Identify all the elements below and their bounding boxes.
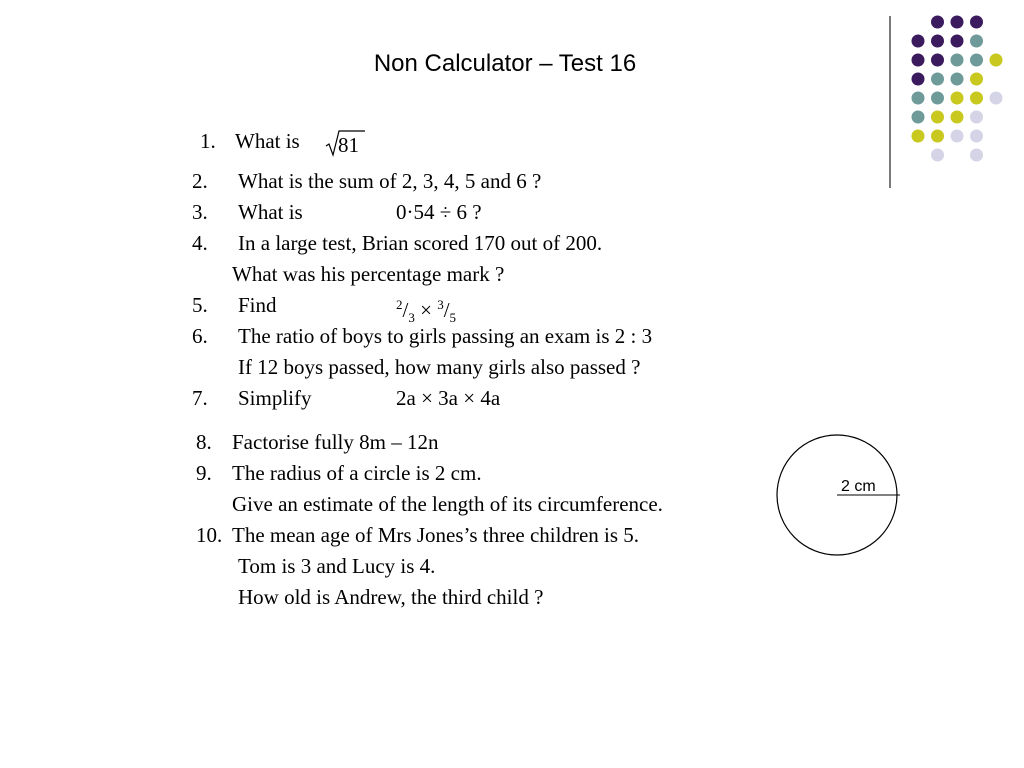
question-text-continued: Give an estimate of the length of its circumference.: [232, 492, 663, 516]
fraction-numerator: 3: [437, 297, 444, 312]
decorative-dot: [931, 130, 944, 143]
radius-label: 2 cm: [841, 478, 876, 495]
decorative-dot: [931, 149, 944, 162]
question-text-continued: How old is Andrew, the third child ?: [238, 585, 544, 609]
decorative-dot: [990, 54, 1003, 67]
question-text-continued: Tom is 3 and Lucy is 4.: [238, 554, 436, 578]
decorative-dot: [951, 130, 964, 143]
question-text: The radius of a circle is 2 cm.: [232, 461, 482, 485]
question-text: In a large test, Brian scored 170 out of 200.: [238, 231, 603, 255]
decorative-dot: [912, 73, 925, 86]
decorative-dot: [951, 92, 964, 105]
decorative-dot: [970, 111, 983, 124]
decorative-dot: [931, 92, 944, 105]
decorative-dot: [931, 111, 944, 124]
question-text-continued: What was his percentage mark ?: [232, 262, 505, 286]
question-text: What is: [238, 200, 303, 224]
decorative-dot: [951, 111, 964, 124]
decorative-dot: [951, 16, 964, 29]
decorative-dot: [951, 73, 964, 86]
decorative-dot: [970, 16, 983, 29]
decorative-dot: [970, 149, 983, 162]
question-8-number: 8.: [196, 430, 212, 454]
question-text: Find: [238, 293, 277, 317]
question-text: Factorise fully 8m – 12n: [232, 430, 439, 454]
decorative-dot: [912, 54, 925, 67]
question-expression: 2a × 3a × 4a: [396, 386, 501, 410]
question-number: 2.: [192, 169, 208, 193]
circle-diagram: [770, 430, 905, 560]
decorative-dot: [931, 16, 944, 29]
divider-line: [889, 16, 891, 188]
question-2: [192, 168, 208, 194]
question-expression: 0·54 ÷ 6 ?: [396, 200, 482, 224]
radicand: 81: [338, 133, 359, 157]
decorative-dot: [951, 54, 964, 67]
question-1: [200, 128, 300, 154]
decorative-dot: [970, 54, 983, 67]
decorative-dot: [970, 92, 983, 105]
question-number: 1.: [200, 129, 216, 153]
decorative-dot: [931, 35, 944, 48]
question-6-number: 6.: [192, 324, 208, 348]
decorative-dot: [912, 35, 925, 48]
question-3-number: 3.: [192, 200, 208, 224]
question-text: Simplify: [238, 386, 312, 410]
decorative-dot: [912, 130, 925, 143]
decorative-dot: [951, 35, 964, 48]
question-text: The mean age of Mrs Jones’s three children is 5.: [232, 523, 640, 547]
question-5-number: 5.: [192, 293, 208, 317]
page-title: Non Calculator – Test 16: [373, 50, 637, 77]
decorative-dot: [931, 54, 944, 67]
question-text: What is: [235, 129, 300, 153]
decorative-dot: [931, 73, 944, 86]
fraction-expression: $^2/_3 \times ^3/_5$: [396, 297, 457, 326]
decorative-dot: [970, 130, 983, 143]
decorative-dot: [990, 92, 1003, 105]
question-9-number: 9.: [196, 461, 212, 485]
decorative-dot: [912, 111, 925, 124]
decorative-dot: [970, 73, 983, 86]
question-4-number: 4.: [192, 231, 208, 255]
question-7-number: 7.: [192, 386, 208, 410]
fraction-numerator: 2: [396, 297, 403, 312]
fraction-denominator: 3: [408, 310, 415, 326]
question-text: The ratio of boys to girls passing an exam is 2 : 3: [238, 324, 653, 348]
question-text: What is the sum of 2, 3, 4, 5 and 6 ?: [238, 169, 542, 193]
decorative-dot: [912, 92, 925, 105]
operator: ×: [420, 298, 432, 322]
fraction-denominator: 5: [449, 310, 457, 326]
question-text-continued: If 12 boys passed, how many girls also passed ?: [238, 355, 641, 379]
decorative-dot: [970, 35, 983, 48]
question-10-number: 10.: [196, 523, 223, 547]
